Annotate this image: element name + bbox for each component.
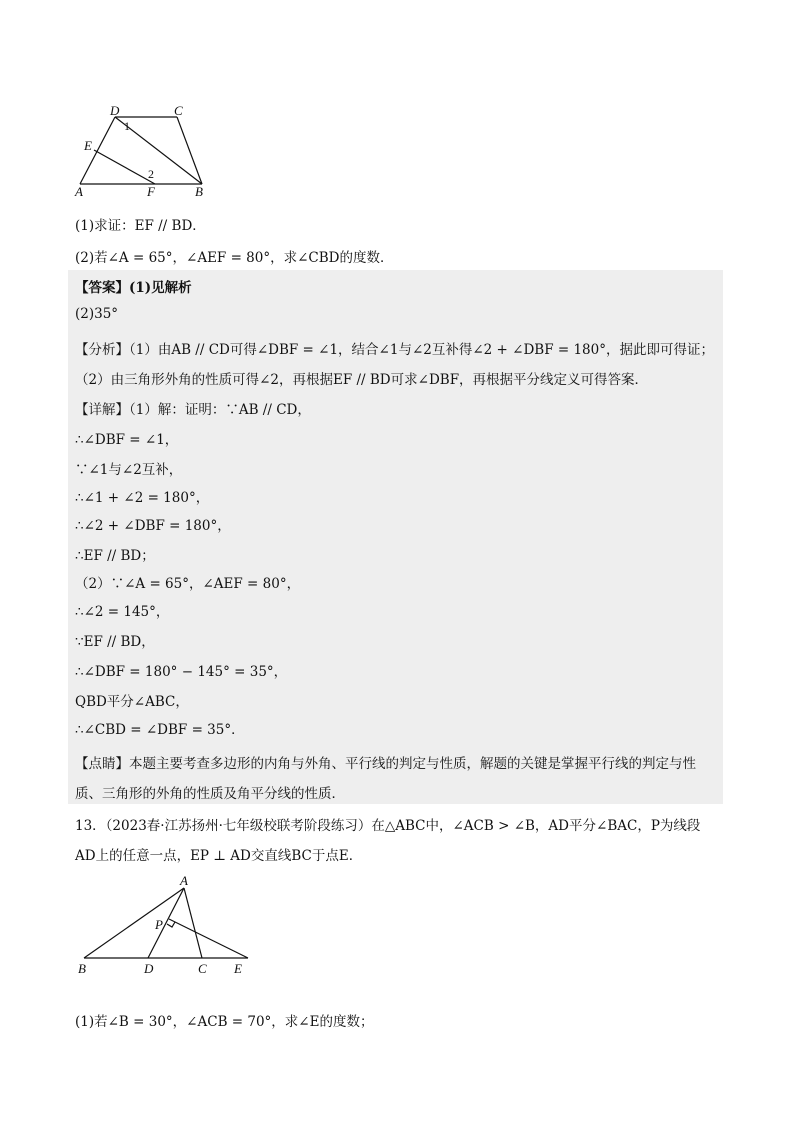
segment-ef (94, 150, 155, 184)
segment-pe (169, 919, 248, 958)
label-b: B (195, 184, 203, 198)
question-part-1: (1)求证：EF // BD． (75, 218, 206, 234)
detail-line-8: ∴∠2 = 145°， (75, 604, 170, 620)
detail-line-10: ∴∠DBF = 180° − 145° = 35°， (75, 664, 288, 680)
right-angle-mark (167, 922, 175, 927)
detail-line-9: ∵EF // BD， (75, 634, 155, 650)
label-a: A (75, 184, 83, 198)
question-13-line-2: AD上的任意一点，EP ⊥ AD交直线BC于点E． (75, 848, 363, 864)
label-c: C (174, 103, 183, 118)
label-a: A (180, 873, 188, 888)
label-e: E (84, 138, 92, 153)
detail-line-4: ∴∠1 + ∠2 = 180°， (75, 490, 210, 506)
question-13-line-1: 13．（2023春·江苏扬州·七年级校联考阶段练习）在△ABC中，∠ACB > ∠B，AD平分∠BAC，P为线段 (75, 818, 701, 834)
label-angle-2: 2 (148, 167, 154, 181)
detail-line-1: 【详解】（1）解：证明：∵AB // CD， (75, 402, 311, 418)
segment-ab (84, 888, 184, 958)
label-f: F (147, 184, 155, 198)
label-d: D (110, 103, 120, 118)
label-c: C (198, 961, 207, 976)
label-d: D (144, 961, 154, 976)
detail-line-12: ∴∠CBD = ∠DBF = 35°． (75, 722, 245, 738)
segment-ac (184, 888, 202, 958)
comment-line-2: 质、三角形的外角的性质及角平分线的性质． (75, 786, 345, 802)
triangle-figure (72, 872, 282, 982)
question-13-part-1: (1)若∠B = 30°，∠ACB = 70°，求∠E的度数； (75, 1014, 374, 1030)
detail-line-11: QBD平分∠ABC， (75, 694, 189, 710)
question-part-2: (2)若∠A = 65°，∠AEF = 80°，求∠CBD的度数． (75, 250, 394, 266)
detail-line-5: ∴∠2 + ∠DBF = 180°， (75, 518, 231, 534)
detail-line-6: ∴EF // BD； (75, 548, 155, 564)
answer-line-1: 【答案】(1)见解析 (75, 280, 192, 296)
analysis-line-2: （2）由三角形外角的性质可得∠2，再根据EF // BD可求∠DBF，再根据平分线定义可得答案． (75, 372, 649, 388)
detail-line-2: ∴∠DBF = ∠1， (75, 432, 179, 448)
comment-line-1: 【点睛】本题主要考查多边形的内角与外角、平行线的判定与性质，解题的关键是掌握平行线的判定与性 (75, 756, 696, 772)
label-b: B (78, 961, 86, 976)
detail-line-7: （2）∵∠A = 65°，∠AEF = 80°， (75, 576, 301, 592)
analysis-line-1: 【分析】（1）由AB // CD可得∠DBF = ∠1，结合∠1与∠2互补得∠2 + ∠DBF = 180°，据此即可得证； (75, 342, 714, 358)
detail-line-3: ∵∠1与∠2互补， (75, 462, 183, 478)
label-e: E (234, 961, 242, 976)
label-angle-1: 1 (124, 119, 130, 133)
answer-line-2: (2)35° (75, 306, 119, 322)
segment-ad (148, 888, 184, 958)
trapezoid-figure (70, 98, 210, 198)
label-p: P (155, 917, 163, 932)
